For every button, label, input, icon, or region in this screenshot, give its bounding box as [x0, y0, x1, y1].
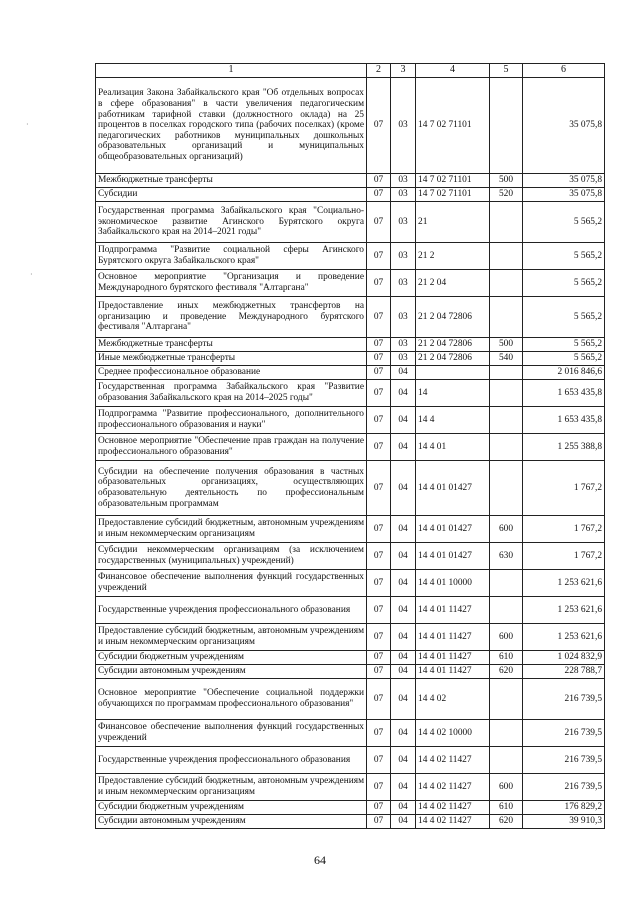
item-name-cell: Финансовое обеспечение выполнения функций государственных учреждений — [96, 720, 367, 747]
column-header: 5 — [490, 64, 523, 78]
section-code-cell: 07 — [367, 366, 391, 380]
expense-type-cell — [490, 679, 523, 720]
expense-type-cell: 500 — [490, 174, 523, 188]
expense-type-cell: 620 — [490, 815, 523, 829]
item-name-cell: Основное мероприятие "Обеспечение прав граждан на получение профессионального образования" — [96, 434, 367, 461]
amount-cell: 216 739,5 — [523, 747, 605, 774]
target-article-cell: 21 2 04 72806 — [416, 352, 490, 366]
amount-cell: 216 739,5 — [523, 679, 605, 720]
subsection-code-cell: 04 — [391, 665, 416, 679]
target-article-cell: 14 7 02 71101 — [416, 78, 490, 174]
target-article-cell: 14 7 02 71101 — [416, 174, 490, 188]
subsection-code-cell: 04 — [391, 366, 416, 380]
expense-type-cell — [490, 597, 523, 624]
target-article-cell — [416, 366, 490, 380]
amount-cell: 35 075,8 — [523, 78, 605, 174]
section-code-cell: 07 — [367, 352, 391, 366]
target-article-cell: 14 4 01 11427 — [416, 665, 490, 679]
amount-cell: 216 739,5 — [523, 720, 605, 747]
subsection-code-cell: 03 — [391, 174, 416, 188]
section-code-cell: 07 — [367, 188, 391, 202]
target-article-cell: 14 4 01 11427 — [416, 651, 490, 665]
amount-cell: 1 653 435,8 — [523, 380, 605, 407]
subsection-code-cell: 04 — [391, 597, 416, 624]
table-row — [96, 543, 605, 570]
item-name-cell: Государственная программа Забайкальского края "Развитие образования Забайкальского края на 2014–2025 годы" — [96, 380, 367, 407]
target-article-cell: 14 4 02 11427 — [416, 801, 490, 815]
scan-speck: · — [26, 120, 29, 129]
subsection-code-cell: 04 — [391, 801, 416, 815]
target-article-cell: 14 4 01 01427 — [416, 543, 490, 570]
item-name-cell: Государственная программа Забайкальского края "Социально-экономическое развитие Агинского Бурятского округа Забайкальского края на 2014–2021 годы" — [96, 202, 367, 243]
subsection-code-cell: 03 — [391, 202, 416, 243]
table-row — [96, 174, 605, 188]
section-code-cell: 07 — [367, 665, 391, 679]
expense-type-cell: 630 — [490, 543, 523, 570]
section-code-cell: 07 — [367, 202, 391, 243]
subsection-code-cell: 03 — [391, 297, 416, 338]
item-name-cell: Иные межбюджетные трансферты — [96, 352, 367, 366]
subsection-code-cell: 03 — [391, 188, 416, 202]
expense-type-cell: 620 — [490, 665, 523, 679]
item-name-cell: Предоставление иных межбюджетных трансфертов на организацию и проведение Международного бурятского фестиваля "Алтаргана" — [96, 297, 367, 338]
section-code-cell: 07 — [367, 570, 391, 597]
table-row — [96, 774, 605, 801]
amount-cell: 5 565,2 — [523, 270, 605, 297]
expense-type-cell — [490, 380, 523, 407]
item-name-cell: Предоставление субсидий бюджетным, автономным учреждениям и иным некоммерческим организациям — [96, 774, 367, 801]
subsection-code-cell: 04 — [391, 380, 416, 407]
item-name-cell: Субсидии на обеспечение получения образования в частных образовательных организациях, осуществляющих образовательную деятельность по профессиональным образовательным программам — [96, 461, 367, 516]
table-row — [96, 352, 605, 366]
table-row — [96, 270, 605, 297]
section-code-cell: 07 — [367, 624, 391, 651]
table-row — [96, 720, 605, 747]
amount-cell: 5 565,2 — [523, 243, 605, 270]
page-number: 64 — [314, 853, 326, 867]
item-name-cell: Субсидии некоммерческим организациям (за исключением государственных (муниципальных) учреждений) — [96, 543, 367, 570]
table-row — [96, 651, 605, 665]
section-code-cell: 07 — [367, 78, 391, 174]
column-header: 2 — [367, 64, 391, 78]
amount-cell: 176 829,2 — [523, 801, 605, 815]
target-article-cell: 21 2 04 72806 — [416, 297, 490, 338]
subsection-code-cell: 04 — [391, 720, 416, 747]
table-row — [96, 679, 605, 720]
subsection-code-cell: 04 — [391, 651, 416, 665]
section-code-cell: 07 — [367, 461, 391, 516]
item-name-cell: Межбюджетные трансферты — [96, 338, 367, 352]
expense-type-cell — [490, 202, 523, 243]
subsection-code-cell: 04 — [391, 543, 416, 570]
section-code-cell: 07 — [367, 407, 391, 434]
subsection-code-cell: 04 — [391, 434, 416, 461]
table-row — [96, 297, 605, 338]
item-name-cell: Субсидии — [96, 188, 367, 202]
amount-cell: 1 253 621,6 — [523, 570, 605, 597]
item-name-cell: Государственные учреждения профессионального образования — [96, 597, 367, 624]
amount-cell: 1 255 388,8 — [523, 434, 605, 461]
section-code-cell: 07 — [367, 720, 391, 747]
section-code-cell: 07 — [367, 815, 391, 829]
target-article-cell: 14 4 01 10000 — [416, 570, 490, 597]
item-name-cell: Субсидии бюджетным учреждениям — [96, 801, 367, 815]
table-row — [96, 366, 605, 380]
column-header: 1 — [96, 64, 367, 78]
amount-cell: 5 565,2 — [523, 352, 605, 366]
item-name-cell: Основное мероприятие "Организация и проведение Международного бурятского фестиваля "Алтаргана" — [96, 270, 367, 297]
section-code-cell: 07 — [367, 434, 391, 461]
target-article-cell: 14 7 02 71101 — [416, 188, 490, 202]
section-code-cell: 07 — [367, 270, 391, 297]
item-name-cell: Основное мероприятие "Обеспечение социальной поддержки обучающихся по программам профессионального образования" — [96, 679, 367, 720]
item-name-cell: Субсидии бюджетным учреждениям — [96, 651, 367, 665]
expense-type-cell: 500 — [490, 338, 523, 352]
expense-type-cell — [490, 78, 523, 174]
table-row — [96, 665, 605, 679]
expense-type-cell — [490, 366, 523, 380]
column-header: 6 — [523, 64, 605, 78]
table-row — [96, 407, 605, 434]
amount-cell: 1 653 435,8 — [523, 407, 605, 434]
amount-cell: 35 075,8 — [523, 188, 605, 202]
subsection-code-cell: 03 — [391, 243, 416, 270]
column-header: 3 — [391, 64, 416, 78]
column-header: 4 — [416, 64, 490, 78]
table-row — [96, 516, 605, 543]
table-row — [96, 202, 605, 243]
amount-cell: 1 024 832,9 — [523, 651, 605, 665]
target-article-cell: 14 4 02 — [416, 679, 490, 720]
section-code-cell: 07 — [367, 338, 391, 352]
table-row — [96, 380, 605, 407]
amount-cell: 5 565,2 — [523, 202, 605, 243]
target-article-cell: 14 4 01 — [416, 434, 490, 461]
amount-cell: 5 565,2 — [523, 338, 605, 352]
expense-type-cell — [490, 434, 523, 461]
item-name-cell: Субсидии автономным учреждениям — [96, 665, 367, 679]
table-row — [96, 624, 605, 651]
scan-speck: · — [30, 270, 33, 279]
table-row — [96, 434, 605, 461]
table-header-row — [96, 64, 605, 78]
amount-cell: 5 565,2 — [523, 297, 605, 338]
amount-cell: 1 253 621,6 — [523, 624, 605, 651]
section-code-cell: 07 — [367, 801, 391, 815]
target-article-cell: 14 4 02 11427 — [416, 774, 490, 801]
expense-type-cell: 610 — [490, 651, 523, 665]
expense-type-cell — [490, 461, 523, 516]
table-row — [96, 461, 605, 516]
subsection-code-cell: 04 — [391, 407, 416, 434]
target-article-cell: 14 4 — [416, 407, 490, 434]
subsection-code-cell: 04 — [391, 624, 416, 651]
target-article-cell: 21 2 04 72806 — [416, 338, 490, 352]
expense-type-cell: 600 — [490, 774, 523, 801]
subsection-code-cell: 03 — [391, 352, 416, 366]
item-name-cell: Государственные учреждения профессионального образования — [96, 747, 367, 774]
expense-type-cell: 600 — [490, 624, 523, 651]
expense-type-cell — [490, 570, 523, 597]
target-article-cell: 21 — [416, 202, 490, 243]
expense-type-cell — [490, 720, 523, 747]
subsection-code-cell: 04 — [391, 461, 416, 516]
amount-cell: 39 910,3 — [523, 815, 605, 829]
table-row — [96, 243, 605, 270]
amount-cell: 35 075,8 — [523, 174, 605, 188]
section-code-cell: 07 — [367, 747, 391, 774]
item-name-cell: Реализация Закона Забайкальского края "Об отдельных вопросах в сфере образования" в части увеличения педагогическим работникам тарифной ставки (должностного оклада) на 25 процентов в поселках городского типа (рабочих поселках) (кроме педагогических работников муниципальных дошкольных образовательных организаций и муниципальных общеобразовательных организаций) — [96, 78, 367, 174]
subsection-code-cell: 04 — [391, 774, 416, 801]
expense-type-cell: 600 — [490, 516, 523, 543]
table-row — [96, 815, 605, 829]
table-row — [96, 747, 605, 774]
expense-type-cell: 540 — [490, 352, 523, 366]
target-article-cell: 21 2 04 — [416, 270, 490, 297]
target-article-cell: 14 4 01 01427 — [416, 461, 490, 516]
expense-type-cell — [490, 747, 523, 774]
amount-cell: 1 767,2 — [523, 543, 605, 570]
target-article-cell: 14 4 01 11427 — [416, 597, 490, 624]
item-name-cell: Субсидии автономным учреждениям — [96, 815, 367, 829]
amount-cell: 1 767,2 — [523, 461, 605, 516]
section-code-cell: 07 — [367, 380, 391, 407]
subsection-code-cell: 03 — [391, 338, 416, 352]
expense-type-cell — [490, 270, 523, 297]
target-article-cell: 21 2 — [416, 243, 490, 270]
subsection-code-cell: 03 — [391, 270, 416, 297]
target-article-cell: 14 4 02 10000 — [416, 720, 490, 747]
target-article-cell: 14 4 01 01427 — [416, 516, 490, 543]
section-code-cell: 07 — [367, 174, 391, 188]
target-article-cell: 14 4 01 11427 — [416, 624, 490, 651]
table-row — [96, 597, 605, 624]
section-code-cell: 07 — [367, 543, 391, 570]
table-row — [96, 188, 605, 202]
table-row — [96, 801, 605, 815]
section-code-cell: 07 — [367, 774, 391, 801]
item-name-cell: Среднее профессиональное образование — [96, 366, 367, 380]
item-name-cell: Финансовое обеспечение выполнения функций государственных учреждений — [96, 570, 367, 597]
amount-cell: 2 016 846,6 — [523, 366, 605, 380]
target-article-cell: 14 4 02 11427 — [416, 815, 490, 829]
expense-type-cell — [490, 243, 523, 270]
subsection-code-cell: 04 — [391, 516, 416, 543]
subsection-code-cell: 03 — [391, 78, 416, 174]
item-name-cell: Предоставление субсидий бюджетным, автономным учреждениям и иным некоммерческим организациям — [96, 624, 367, 651]
item-name-cell: Подпрограмма "Развитие социальной сферы Агинского Бурятского округа Забайкальского края" — [96, 243, 367, 270]
target-article-cell: 14 4 02 11427 — [416, 747, 490, 774]
subsection-code-cell: 04 — [391, 570, 416, 597]
amount-cell: 216 739,5 — [523, 774, 605, 801]
section-code-cell: 07 — [367, 297, 391, 338]
subsection-code-cell: 04 — [391, 747, 416, 774]
budget-table — [95, 63, 605, 829]
expense-type-cell: 520 — [490, 188, 523, 202]
item-name-cell: Подпрограмма "Развитие профессионального, дополнительного профессионального образования и науки" — [96, 407, 367, 434]
expense-type-cell — [490, 407, 523, 434]
section-code-cell: 07 — [367, 679, 391, 720]
expense-type-cell: 610 — [490, 801, 523, 815]
expense-type-cell — [490, 297, 523, 338]
amount-cell: 228 788,7 — [523, 665, 605, 679]
amount-cell: 1 253 621,6 — [523, 597, 605, 624]
subsection-code-cell: 04 — [391, 679, 416, 720]
table-row — [96, 78, 605, 174]
section-code-cell: 07 — [367, 651, 391, 665]
item-name-cell: Предоставление субсидий бюджетным, автономным учреждениям и иным некоммерческим организациям — [96, 516, 367, 543]
section-code-cell: 07 — [367, 516, 391, 543]
subsection-code-cell: 04 — [391, 815, 416, 829]
section-code-cell: 07 — [367, 597, 391, 624]
amount-cell: 1 767,2 — [523, 516, 605, 543]
table-row — [96, 338, 605, 352]
target-article-cell: 14 — [416, 380, 490, 407]
table-row — [96, 570, 605, 597]
item-name-cell: Межбюджетные трансферты — [96, 174, 367, 188]
section-code-cell: 07 — [367, 243, 391, 270]
